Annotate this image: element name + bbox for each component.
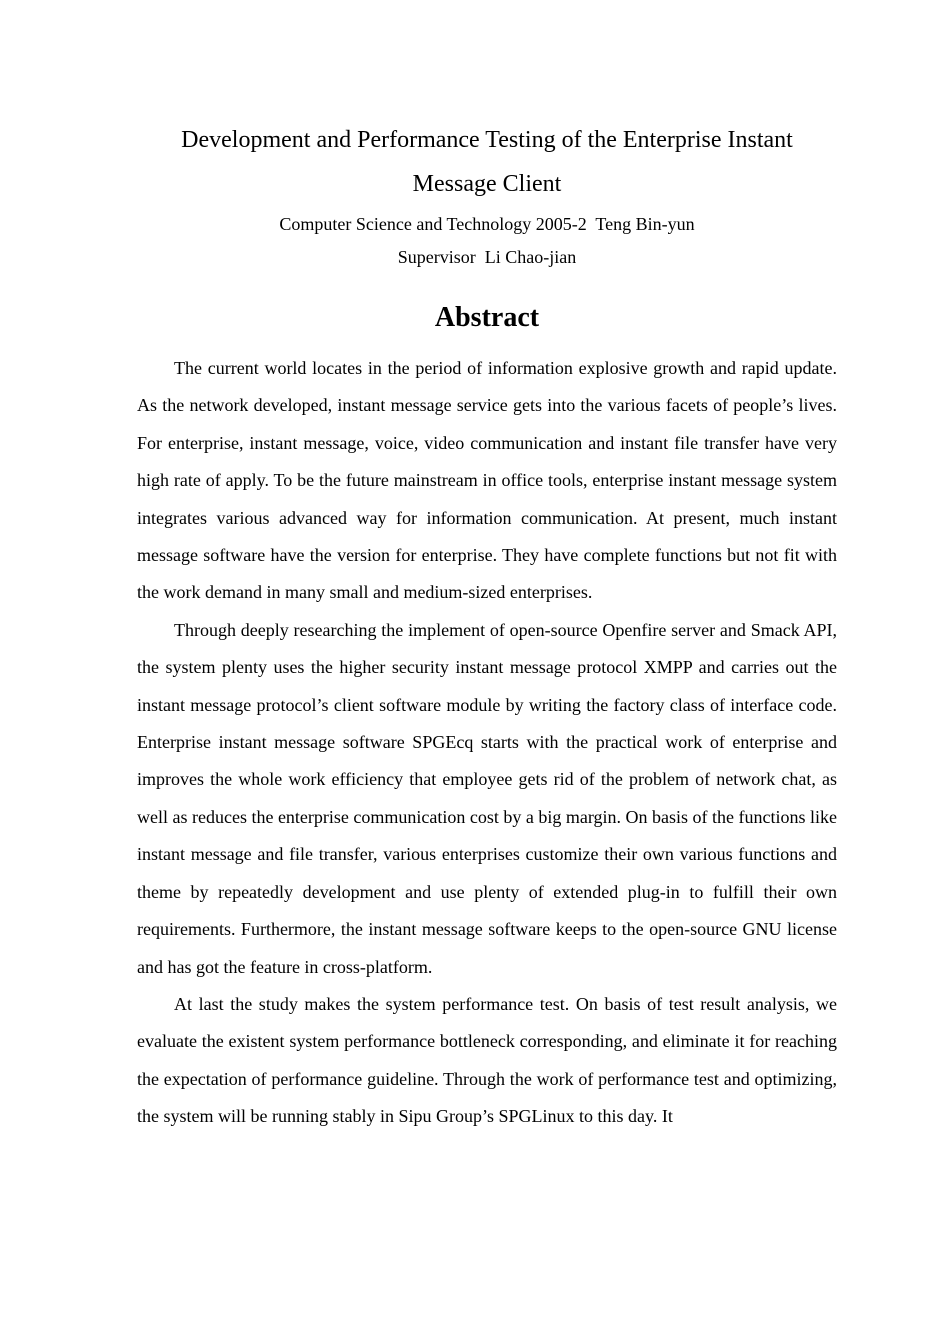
abstract-paragraph-2: Through deeply researching the implement of open-source Openfire server and Smack API, the system plenty uses the higher security instant message protocol XMPP and carries out the instant message protocol’s client software module by writing the factory class of interface code. Enterprise instant message software SPGEcq starts with the practical work of enterprise and improves the whole work efficiency that employee gets rid of the problem of network chat, as well as reduces the enterprise communication cost by a big margin. On basis of the functions like instant message and file transfer, various enterprises customize their own various functions and theme by repeatedly development and use plenty of extended plug-in to fulfill their own requirements. Furthermore, the instant message software keeps to the open-source GNU license and has got the feature in cross-platform. [137,619,837,977]
author-line: Computer Science and Technology 2005-2 Teng Bin-yun [279,214,695,234]
title-block [137,118,837,274]
abstract-paragraph-3: At last the study makes the system performance test. On basis of test result analysis, we evaluate the existent system performance bottleneck corresponding, and eliminate it for reaching the expectation of performance guideline. Through the work of performance test and optimizing, the system will be running stably in Sipu Group’s SPGLinux to this day. It [137,993,837,1127]
abstract-heading: Abstract [434,302,540,333]
supervisor-line: Supervisor Li Chao-jian [397,247,577,267]
abstract-body [137,350,837,1136]
abstract-paragraph-1: The current world locates in the period of information explosive growth and rapid update. As the network developed, instant message service gets into the various facets of people’s lives. For enterprise, instant message, voice, video communication and instant file transfer have very high rate of apply. To be the future mainstream in office tools, enterprise instant message system integrates various advanced way for information communication. At present, much instant message software have the version for enterprise. They have complete functions but not fit with the work demand in many small and medium-sized enterprises. [137,358,837,603]
document-title: Development and Performance Testing of the Enterprise Instant Message Client [181,127,793,197]
